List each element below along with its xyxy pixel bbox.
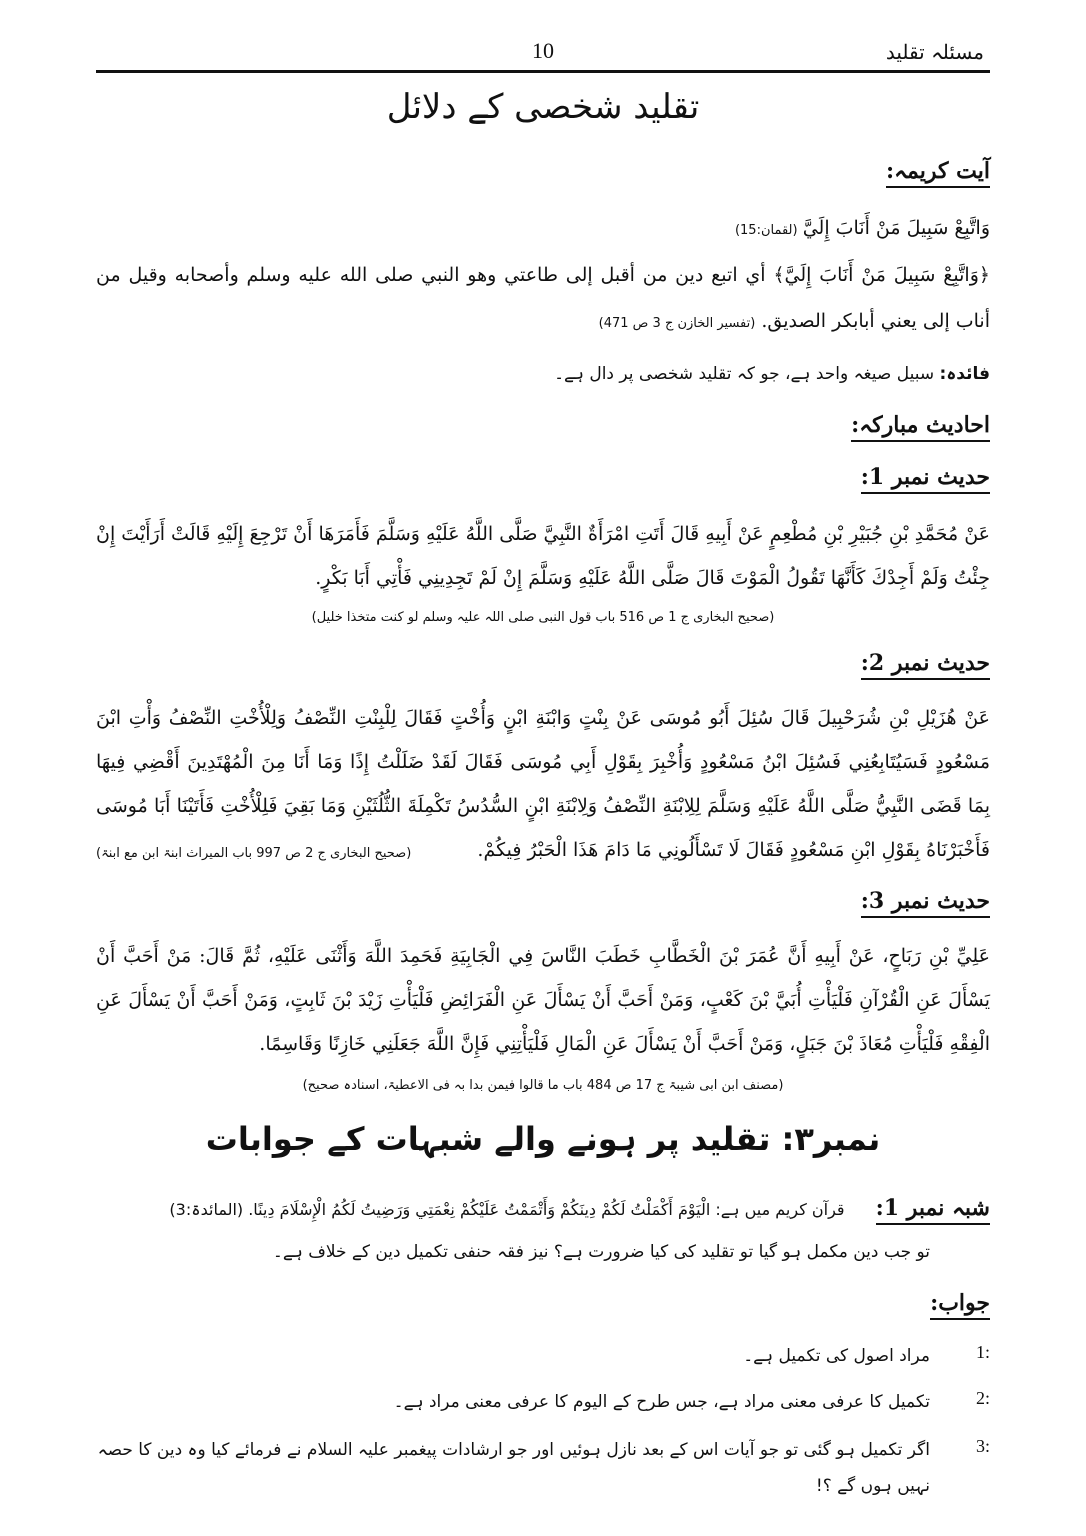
shubah1-line-a (96, 1190, 990, 1230)
shubah1-label: شبہ نمبر 1: (876, 1195, 990, 1225)
hadith2-text: عَنْ هُزَيْلِ بْنِ شُرَحْبِيلَ قَالَ سُئِلَ أَبُو مُوسَى عَنْ بِنْتٍ وَابْنَةِ ابْنٍ وَأُخْتٍ فَقَالَ لِلْبِنْتِ النِّصْفُ وَلِلْأُخْتِ النِّصْفُ وَأْتِ ابْنَ مَسْعُودٍ فَسَيُتَابِعُنِي فَسُئِلَ ابْنُ مَسْعُودٍ وَأُخْبِرَ بِقَوْلِ أَبِي مُوسَى فَقَالَ لَقَدْ ضَلَلْتُ إِذًا وَمَا أَنَا مِنَ الْمُهْتَدِينَ أَقْضِي فِيهَا بِمَا قَضَى النَّبِيُّ صَلَّى اللَّهُ عَلَيْهِ وَسَلَّمَ لِلِابْنَةِ النِّصْفُ وَلِابْنَةِ ابْنٍ السُّدُسُ تَكْمِلَةَ الثُّلُثَيْنِ وَمَا بَقِيَ فَلِلْأُخْتِ فَأَتَيْنَا أَبَا مُوسَى فَأَخْبَرْنَاهُ بِقَوْلِ ابْنِ مَسْعُودٍ فَقَالَ لَا تَسْأَلُونِي مَا دَامَ هَذَا الْحَبْرُ فِيكُمْ. (96, 707, 990, 861)
page-title: تقلید شخصی کے دلائل (386, 87, 700, 127)
list-item (96, 1432, 990, 1496)
faidah-block (96, 354, 990, 394)
hadith2-ref: (صحیح البخاری ج 2 ص 997 باب المیراث ابنۃ ابن مع ابنۃ) (96, 846, 412, 861)
tafsir-verse: ﴿وَاتَّبِعْ سَبِيلَ مَنْ أَنَابَ إِلَيَّ﴾ (773, 264, 991, 286)
list-item-text: اگر تکمیل ہو گئی تو جو آیات اس کے بعد نازل ہوئیں اور جو ارشادات پیغمبر علیہ السلام نے فرمائے کیا وہ دین کا حصہ نہیں ہوں گے ؟! (97, 1440, 930, 1496)
header-rule (96, 70, 990, 73)
shubah1-text-b: تو جب دین مکمل ہو گیا تو تقلید کی کیا ضرورت ہے؟ نیز فقہ حنفی تکمیل دین کے خلاف ہے۔ (272, 1242, 930, 1262)
ayat-heading: آیت کریمہ: (886, 158, 990, 188)
hadith3-text: عَلِيِّ بْنِ رَبَاحٍ، عَنْ أَبِيهِ أَنَّ عُمَرَ بْنَ الْخَطَّابِ خَطَبَ النَّاسَ فِي الْجَابِيَةِ فَحَمِدَ اللَّهَ وَأَثْنَى عَلَيْهِ، ثُمَّ قَالَ: مَنْ أَحَبَّ أَنْ يَسْأَلَ عَنِ الْقُرْآنِ فَلْيَأْتِ أُبَيَّ بْنَ كَعْبٍ، وَمَنْ أَحَبَّ أَنْ يَسْأَلَ عَنِ الْفَرَائِضِ فَلْيَأْتِ زَيْدَ بْنَ ثَابِتٍ، وَمَنْ أَحَبَّ أَنْ يَسْأَلَ عَنِ الْفِقْهِ فَلْيَأْتِ مُعَاذَ بْنَ جَبَلٍ، وَمَنْ أَحَبَّ أَنْ يَسْأَلَ عَنِ الْمَالِ فَلْيَأْتِنِي فَإِنَّ اللَّهَ جَعَلَنِي خَازِنًا وَقَاسِمًا. (96, 945, 990, 1055)
hadith1-heading: حدیث نمبر 1: (861, 464, 990, 494)
faidah-text: سبیل صیغہ واحد ہے، جو کہ تقلید شخصی پر دال ہے۔ (554, 364, 935, 384)
list-item-number: 1: (975, 1342, 990, 1362)
ahadith-heading-block (96, 412, 990, 442)
list-item-text: مراد اصول کی تکمیل ہے۔ (743, 1346, 930, 1366)
page-header (96, 34, 990, 70)
shubah1-text-a: قرآن کریم میں ہے: الْيَوْمَ أَكْمَلْتُ لَكُمْ دِينَكُمْ وَأَتْمَمْتُ عَلَيْكُمْ نِعْمَتِي وَرَضِيتُ لَكُمُ الْإِسْلَامَ دِينًا. (المائدۃ:3) (169, 1200, 845, 1219)
hadith3-ref: (مصنف ابن ابی شیبۃ ج 17 ص 484 باب ما قالوا فیمن بدا بہ فی الاعطیۃ، اسنادہ صحیح) (302, 1078, 784, 1093)
ayat-heading-block (96, 158, 990, 188)
hadith1-ref: (صحیح البخاری ج 1 ص 516 باب قول النبی صلی اللہ علیہ وسلم لو کنت متخذا خلیل) (311, 610, 775, 625)
tafsir-text: أي اتبع دين من أقبل إلى طاعتي وهو النبي صلى الله عليه وسلم وأصحابه وقيل من أناب إلى يعني أبابكر الصديق. (96, 264, 990, 332)
ayat-verse-ref: (لقمان:15) (734, 223, 798, 238)
list-item-number: 3: (975, 1436, 990, 1456)
list-item-text: تکمیل کا عرفی معنی مراد ہے، جس طرح کے الیوم کا عرفی معنی مراد ہے۔ (393, 1392, 930, 1412)
faidah-label: فائدہ: (939, 364, 990, 384)
ahadith-heading: احادیث مبارکہ: (851, 412, 990, 442)
hadith3-heading-block (96, 888, 990, 918)
hadith1-heading-block (96, 464, 990, 494)
book-title: مسئلہ تقلید (885, 40, 984, 64)
hadith3-heading: حدیث نمبر 3: (861, 888, 990, 918)
jawab-heading-block (96, 1290, 990, 1320)
ayat-verse: وَاتَّبِعْ سَبِيلَ مَنْ أَنَابَ إِلَيَّ (802, 217, 990, 239)
hadith1-text: عَنْ مُحَمَّدِ بْنِ جُبَيْرِ بْنِ مُطْعِمٍ عَنْ أَبِيهِ قَالَ أَتَتِ امْرَأَةٌ النَّبِيَّ صَلَّى اللَّهُ عَلَيْهِ وَسَلَّمَ فَأَمَرَهَا أَنْ تَرْجِعَ إِلَيْهِ قَالَتْ أَرَأَيْتَ إِنْ جِئْتُ وَلَمْ أَجِدْكَ كَأَنَّهَا تَقُولُ الْمَوْتَ قَالَ صَلَّى اللَّهُ عَلَيْهِ وَسَلَّمَ إِنْ لَمْ تَجِدِينِي فَأْتِي أَبَا بَكْرٍ. (96, 523, 990, 589)
jawab-heading: جواب: (930, 1290, 990, 1320)
hadith2-heading: حدیث نمبر 2: (861, 650, 990, 680)
tafsir-ref: (تفسیر الخازن ج 3 ص 471) (598, 316, 756, 331)
list-item-number: 2: (975, 1388, 990, 1408)
list-item (96, 1384, 990, 1424)
tafsir-block (96, 252, 990, 347)
page-number: 10 (532, 38, 554, 63)
section-title: نمبر۳: تقلید پر ہونے والے شبہات کے جوابات (205, 1120, 881, 1158)
hadith2-heading-block (96, 650, 990, 680)
list-item (96, 1338, 990, 1378)
ayat-verse-line (96, 206, 990, 250)
